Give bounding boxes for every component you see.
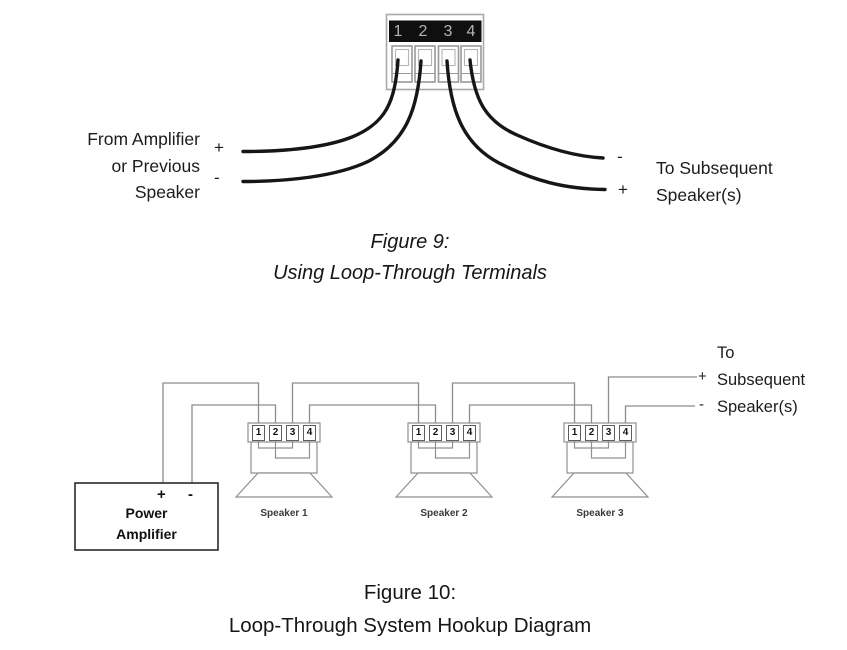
speaker-2-symbol bbox=[396, 423, 492, 497]
fig10-amp-name-line1: Power bbox=[125, 505, 168, 521]
fig9-output-plus-sign: + bbox=[618, 180, 628, 199]
fig10-caption-line2: Loop-Through System Hookup Diagram bbox=[228, 614, 592, 637]
fig10-amp-name bbox=[75, 503, 218, 545]
fig9-input-label bbox=[40, 126, 200, 206]
speaker-1-terminal-3: 3 bbox=[286, 425, 299, 441]
speaker-3-terminal-1: 1 bbox=[568, 425, 581, 441]
fig10-output-label-line2: Subsequent bbox=[717, 371, 806, 389]
fig10-wire-amp-plus-to-spk1-t1 bbox=[163, 383, 259, 483]
fig9-output-label-line1: To Subsequent bbox=[656, 158, 773, 178]
speaker-1-label: Speaker 1 bbox=[260, 508, 308, 519]
speaker-1-symbol bbox=[236, 423, 332, 497]
fig10-caption bbox=[150, 576, 670, 642]
fig9-caption bbox=[180, 227, 640, 289]
fig10-caption-line1: Figure 10: bbox=[363, 581, 457, 604]
fig9-wire-terminal4-to-output-minus bbox=[470, 60, 603, 158]
fig9-terminal-number-4: 4 bbox=[466, 22, 476, 40]
fig10-amp-plus-terminal: + bbox=[157, 486, 166, 503]
speaker-1-terminal-2: 2 bbox=[269, 425, 282, 441]
fig9-caption-line1: Figure 9: bbox=[370, 231, 450, 253]
fig9-output-label-line2: Speaker(s) bbox=[656, 184, 742, 205]
fig9-terminal-band bbox=[389, 21, 482, 43]
speaker-3-terminal-2: 2 bbox=[585, 425, 598, 441]
speaker-1-cone bbox=[236, 473, 332, 497]
fig10-output-label bbox=[717, 340, 842, 421]
speaker-1-terminal-4: 4 bbox=[303, 425, 316, 441]
fig9-output-label bbox=[656, 155, 826, 208]
speaker-2-terminal-2: 2 bbox=[429, 425, 442, 441]
fig10-output-label-line3: Speaker(s) bbox=[717, 398, 798, 416]
fig9-input-minus-sign: - bbox=[214, 168, 220, 187]
fig10-output-plus-sign: + bbox=[698, 368, 707, 385]
speaker-2-terminal-4: 4 bbox=[463, 425, 476, 441]
fig10-amp-name-line2: Amplifier bbox=[116, 526, 177, 542]
fig9-terminal-number-1: 1 bbox=[393, 22, 403, 40]
fig10-output-label-line1: To bbox=[717, 344, 735, 362]
fig9-terminal-number-3: 3 bbox=[443, 22, 453, 40]
fig10-amp-minus-terminal: - bbox=[188, 486, 193, 503]
speaker-3-cone bbox=[552, 473, 648, 497]
speaker-1-terminal-1: 1 bbox=[252, 425, 265, 441]
speaker-3-symbol bbox=[552, 423, 648, 497]
speaker-3-terminal-3: 3 bbox=[602, 425, 615, 441]
speaker-3-label: Speaker 3 bbox=[576, 508, 624, 519]
speaker-2-terminal-1: 1 bbox=[412, 425, 425, 441]
fig9-wire-terminal1-to-input-plus bbox=[243, 60, 398, 152]
speaker-2-label: Speaker 2 bbox=[420, 508, 468, 519]
speaker-3-terminal-4: 4 bbox=[619, 425, 632, 441]
speaker-2-cone bbox=[396, 473, 492, 497]
speaker-2-terminal-3: 3 bbox=[446, 425, 459, 441]
fig9-input-label-line2: or Previous bbox=[111, 155, 200, 176]
fig9-input-label-line3: Speaker bbox=[134, 182, 200, 202]
fig9-input-plus-sign: + bbox=[214, 138, 224, 157]
fig9-output-minus-sign: - bbox=[617, 147, 623, 166]
fig9-input-label-line1: From Amplifier bbox=[87, 129, 200, 149]
fig9-caption-line2: Using Loop-Through Terminals bbox=[273, 262, 547, 284]
fig9-terminal-number-2: 2 bbox=[418, 22, 428, 40]
fig10-output-minus-sign: - bbox=[699, 396, 704, 413]
